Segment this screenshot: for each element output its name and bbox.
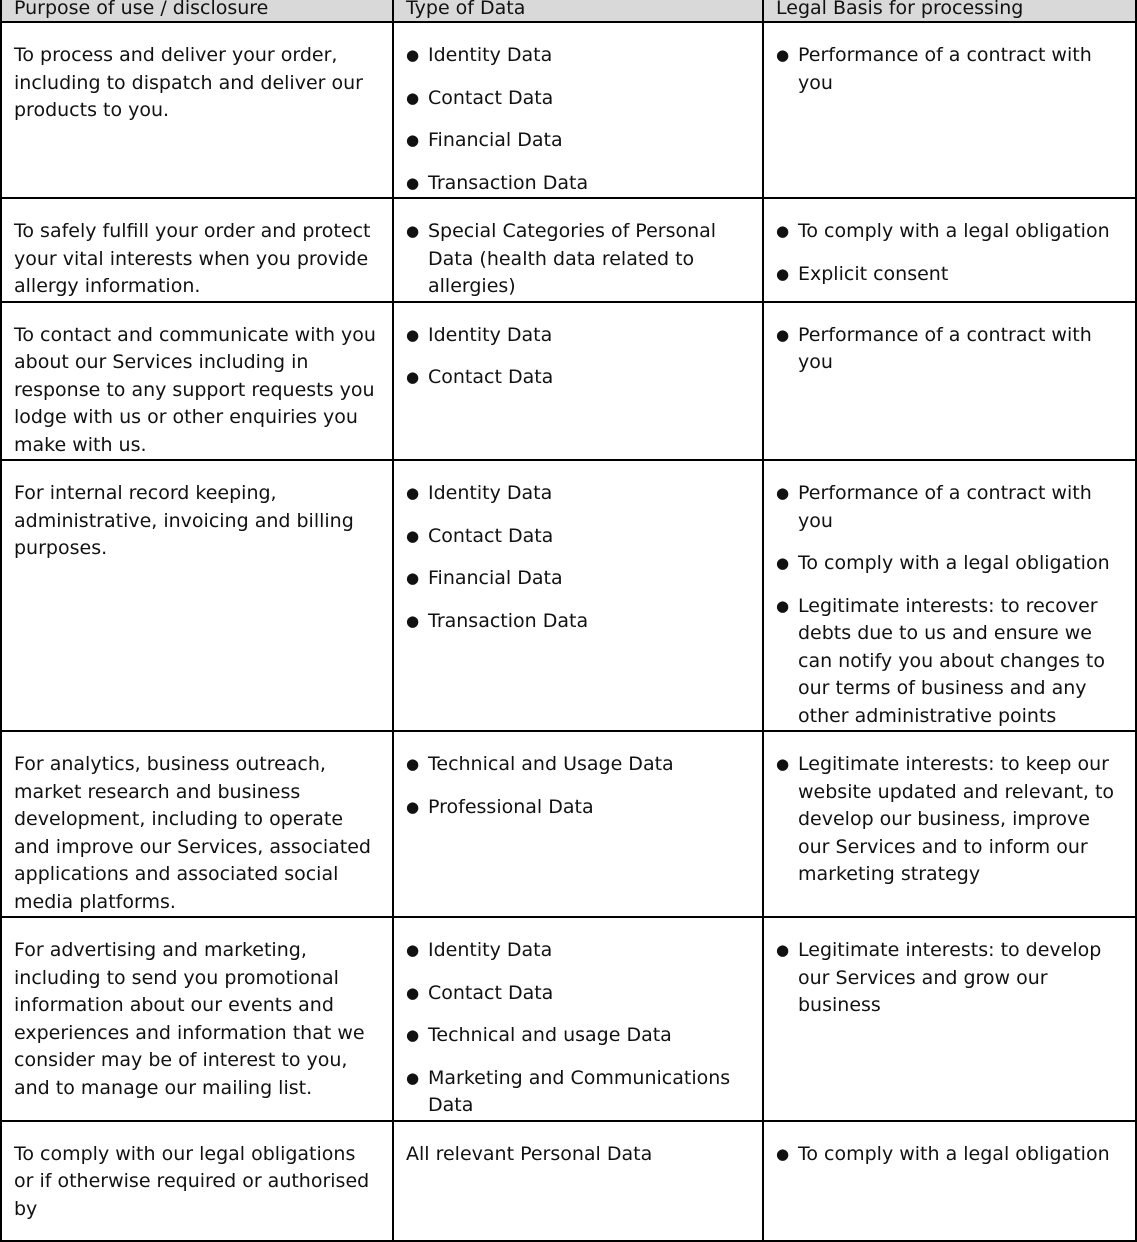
purpose-text: For advertising and marketing, including to send you promotional information about our events and experiences and information that we consider may be of interest to you, and to manage our mailing list.	[14, 939, 365, 1099]
purpose-cell	[1, 731, 393, 917]
data-type-list	[406, 218, 750, 301]
list-item: ● Transaction Data	[406, 608, 750, 636]
list-item: ● To comply with a legal obligation	[776, 1141, 1123, 1169]
purpose-cell	[1, 302, 393, 461]
legal-basis-cell	[763, 731, 1136, 917]
data-type-list	[406, 322, 750, 392]
list-item: ● Legitimate interests: to develop our Services and grow our business	[776, 937, 1123, 1020]
purpose-text: To contact and communicate with you about our Services including in response to any support requests you lodge with us or other enquiries you make with us.	[14, 323, 376, 456]
list-item: ● Legitimate interests: to recover debts due to us and ensure we can notify you about changes to our terms of business and any other administrative points	[776, 593, 1123, 731]
list-item: ● Contact Data	[406, 523, 750, 551]
list-item: ● Contact Data	[406, 85, 750, 113]
column-header-data-type: Type of Data	[393, 0, 763, 22]
data-type-list	[406, 937, 750, 1120]
data-type-list	[406, 480, 750, 635]
legal-basis-list	[776, 322, 1123, 377]
legal-basis-list	[776, 1141, 1123, 1169]
list-item: ● Performance of a contract with you	[776, 480, 1123, 535]
legal-basis-cell	[763, 198, 1136, 302]
data-type-cell	[393, 460, 763, 731]
purpose-cell	[1, 460, 393, 731]
list-item: ● To comply with a legal obligation	[776, 550, 1123, 578]
purpose-text: For analytics, business outreach, market research and business development, including to operate and improve our Services, associated applications and associated social media platforms.	[14, 753, 371, 913]
legal-basis-list	[776, 480, 1123, 730]
list-item: ● Identity Data	[406, 937, 750, 965]
legal-basis-list	[776, 751, 1123, 889]
data-type-cell	[393, 198, 763, 302]
list-item: ● Technical and Usage Data	[406, 751, 750, 779]
list-item: ● Technical and usage Data	[406, 1022, 750, 1050]
purpose-text: To comply with our legal obligations or if otherwise required or authorised by	[14, 1142, 370, 1220]
list-item: ● Performance of a contract with you	[776, 322, 1123, 377]
list-item: ● Identity Data	[406, 480, 750, 508]
table-row	[1, 22, 1136, 198]
list-item: ● To comply with a legal obligation	[776, 218, 1123, 246]
list-item: ● Financial Data	[406, 565, 750, 593]
data-type-text: All relevant Personal Data	[406, 1142, 653, 1165]
column-header-legal-basis: Legal Basis for processing	[763, 0, 1136, 22]
column-header-purpose: Purpose of use / disclosure	[1, 0, 393, 22]
table-row	[1, 302, 1136, 461]
list-item: ● Contact Data	[406, 980, 750, 1008]
legal-basis-list	[776, 937, 1123, 1020]
data-type-list	[406, 42, 750, 197]
data-type-cell	[393, 1121, 763, 1241]
data-type-cell	[393, 731, 763, 917]
list-item: ● Professional Data	[406, 794, 750, 822]
legal-basis-list	[776, 218, 1123, 288]
list-item: ● Financial Data	[406, 127, 750, 155]
table-row	[1, 1121, 1136, 1241]
purpose-text: For internal record keeping, administrative, invoicing and billing purposes.	[14, 482, 354, 559]
list-item: ● Performance of a contract with you	[776, 42, 1123, 97]
data-type-cell	[393, 302, 763, 461]
purpose-cell	[1, 1121, 393, 1241]
table-row	[1, 460, 1136, 731]
list-item: ● Contact Data	[406, 364, 750, 392]
legal-basis-cell	[763, 917, 1136, 1121]
purpose-text: To process and deliver your order, including to dispatch and deliver our products to you.	[14, 44, 363, 121]
purpose-text: To safely fulfill your order and protect your vital interests when you provide allergy information.	[14, 220, 371, 297]
purpose-cell	[1, 198, 393, 302]
legal-basis-cell	[763, 22, 1136, 198]
legal-basis-cell	[763, 302, 1136, 461]
legal-basis-list	[776, 42, 1123, 97]
legal-basis-cell	[763, 1121, 1136, 1241]
purpose-cell	[1, 917, 393, 1121]
table-header-row	[1, 0, 1136, 22]
list-item: ● Transaction Data	[406, 170, 750, 198]
list-item: ● Explicit consent	[776, 261, 1123, 289]
legal-basis-cell	[763, 460, 1136, 731]
list-item: ● Marketing and Communications Data	[406, 1065, 750, 1120]
table-row	[1, 731, 1136, 917]
list-item: ● Identity Data	[406, 42, 750, 70]
data-type-cell	[393, 917, 763, 1121]
data-type-list	[406, 751, 750, 821]
list-item: ● Special Categories of Personal Data (health data related to allergies)	[406, 218, 750, 301]
list-item: ● Legitimate interests: to keep our website updated and relevant, to develop our business, improve our Services and to inform our marketing strategy	[776, 751, 1123, 889]
data-type-cell	[393, 22, 763, 198]
table-row	[1, 917, 1136, 1121]
list-item: ● Identity Data	[406, 322, 750, 350]
purpose-cell	[1, 22, 393, 198]
table-row	[1, 198, 1136, 302]
